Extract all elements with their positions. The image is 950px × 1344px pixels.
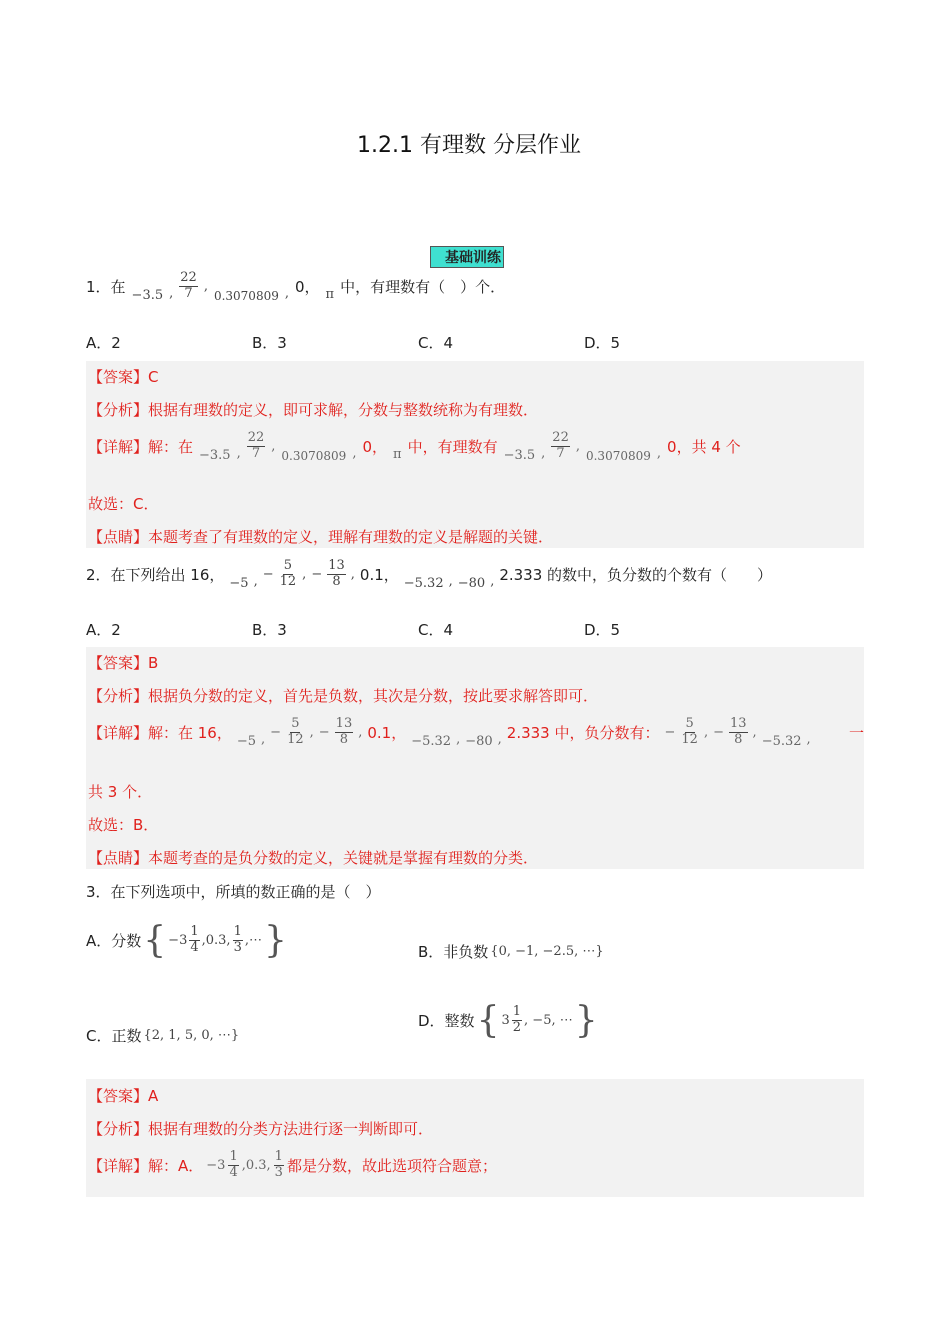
q1-num: 0.3070809 [213,288,279,303]
q2-choice: 故选：B． [88,816,159,834]
q3-option-c: C．正数 {2, 1, 5, 0, ⋯} [86,1027,240,1045]
q2-option-b: B．3 [252,621,287,639]
q1-num: 0， [295,278,320,296]
q1-analysis: 【分析】根据有理数的定义，即可求解，分数与整数统称为有理数． [88,401,539,419]
q2-option-a: A．2 [86,621,121,639]
q2-detail: 【详解】解：在 16， −5 , − $\frac{5}{12}$ , − $\frac{13}{8}$ , 0.1， −5.32 , −80 , 2.333 中，负分数有： − $\frac{5}{12}$ , − $\frac{13}{8}$ , −5.32 , 一 [88,716,864,749]
q2-option-c: C．4 [418,621,454,639]
q2-option-d: D．5 [584,621,621,639]
q3-option-a: A．分数 { −3 $\frac{1}{4}$ ,0.3, $\frac{1}{3}$ ,⋯ } [86,920,287,961]
q1-option-a: A．2 [86,334,121,352]
q1-fraction: $\frac{22}{7}$ [180,270,197,301]
q2-comment: 【点睛】本题考查的是负分数的定义，关键就是掌握有理数的分类． [88,849,539,867]
q1-comment: 【点睛】本题考查了有理数的定义，理解有理数的定义是解题的关键． [88,528,554,546]
q2-detail-cont: 共 3 个． [88,783,153,801]
q1-prefix: 1．在 [86,278,126,296]
q1-answer: 【答案】C [88,368,159,386]
q3-analysis: 【分析】根据有理数的分类方法进行逐一判断即可． [88,1120,434,1138]
section-header: 基础训练 [430,246,504,268]
question-2: 2．在下列给出 16， −5 , − $\frac{5}{12}$ , − $\frac{13}{8}$ , 0.1， −5.32 , −80 , 2.333 的数中，负分数的个数有（ ） [86,558,773,591]
q2-answer: 【答案】B [88,654,159,672]
q1-choice: 故选：C． [88,495,159,513]
page-title: 1.2.1 有理数 分层作业 [357,133,581,158]
q1-suffix: 中，有理数有（ ）个． [340,278,506,296]
q3-detail: 【详解】解：A． −3 $\frac{1}{4}$ ,0.3, $\frac{1}{3}$ 都是分数，故此选项符合题意； [88,1149,497,1180]
q1-detail: 【详解】解：在 −3.5 , $\frac{22}{7}$ , 0.3070809 , 0， π 中，有理数有 −3.5 , $\frac{22}{7}$ , 0.3070809 , 0，共 4 个 [88,430,741,463]
q1-option-b: B．3 [252,334,287,352]
q3-option-b: B．非负数 {0, −1, −2.5, ⋯} [418,943,604,961]
q3-answer: 【答案】A [88,1087,159,1105]
q1-pi: π [325,287,335,302]
q2-solution-box [86,647,864,869]
question-1: 1．在 −3.5 , $\frac{22}{7}$ , 0.3070809 , 0， π 中，有理数有（ ）个． [86,270,506,303]
question-3: 3．在下列选项中，所填的数正确的是（ ） [86,883,381,901]
q2-analysis: 【分析】根据负分数的定义，首先是负数，其次是分数，按此要求解答即可． [88,687,599,705]
q1-num: −3.5 [131,288,164,303]
q3-option-d: D．整数 { 3 $\frac{1}{2}$ , −5, ⋯ } [418,1000,598,1041]
q1-option-c: C．4 [418,334,454,352]
q1-option-d: D．5 [584,334,621,352]
